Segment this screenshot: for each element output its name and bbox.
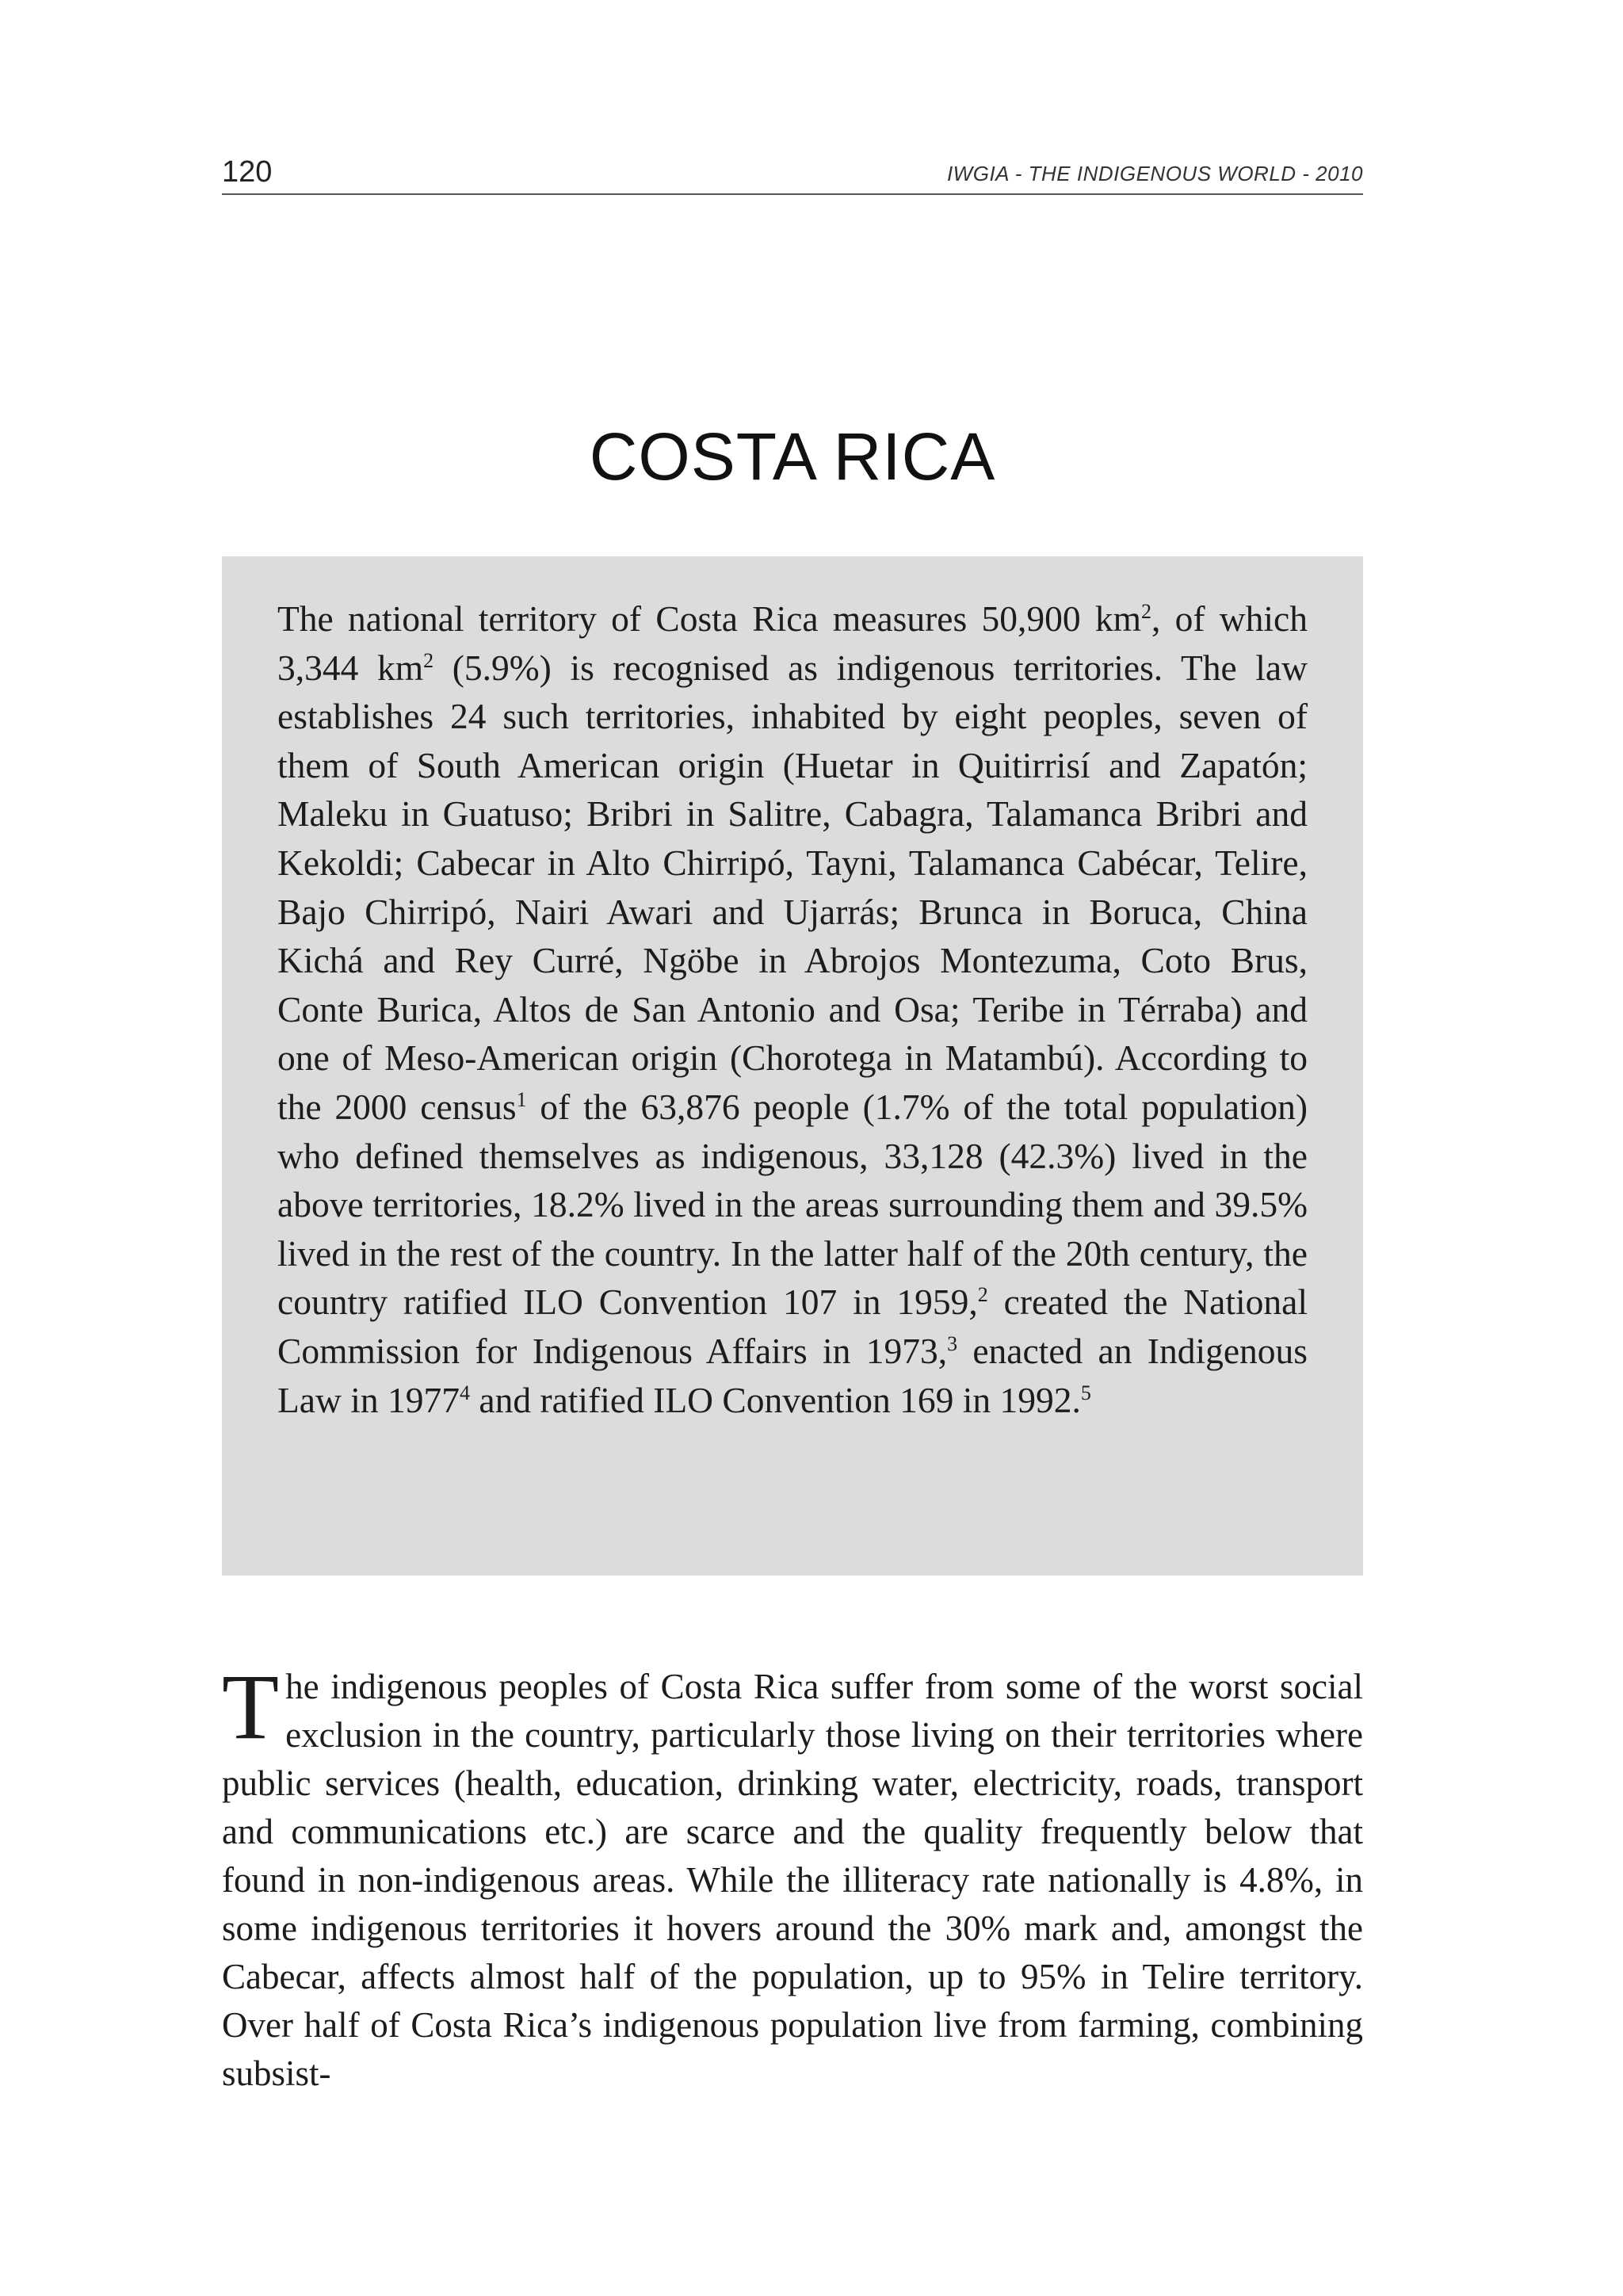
summary-text-4: of the 63,876 people (1.7% of the total population) who defined themselves as indigenous, 33,128 (42.3%) lived in the above territories, 18.2% lived in the areas surrounding them and 39.5% lived in the rest of the country. In the latter half of the 20th century, the country ratified ILO Convention 107 in 1959, [277,1086,1308,1323]
footnote-ref-3: 3 [947,1331,958,1355]
body-text: he indigenous peoples of Costa Rica suffer from some of the worst social exclusion in the country, particularly those living on their territories where public services (health, education, drinking water, electricity, roads, transport and communications etc.) are scarce and the quality frequently below that found in non-indigenous areas. While the illiteracy rate nationally is 4.8%, in some indigenous territories it hovers around the 30% mark and, amongst the Cabecar, affects almost half of the population, up to 95% in Telire territory. Over half of Costa Rica’s indigenous population live from farming, combining subsist- [222,1667,1363,2093]
drop-cap: T [222,1655,280,1759]
summary-paragraph [277,594,1308,1424]
body-paragraph [222,1655,1363,2098]
summary-text-1: The national territory of Costa Rica measures 50,900 km [277,598,1141,639]
superscript-km2-b: 2 [423,648,434,672]
summary-text-2: , of which 3,344 km [277,598,1308,688]
summary-text-3: (5.9%) is recognised as indigenous territories. The law establishes 24 such territories, inhabited by eight peoples, seven of them of South American origin (Huetar in Quitirrisí and Zapatón; Maleku in Guatuso; Bribri in Salitre, Cabagra, Talamanca Bribri and Kekoldi; Cabecar in Alto Chirripó, Tayni, Talamanca Cabécar, Telire, Bajo Chirripó, Nairi Awari and Ujarrás; Brunca in Boruca, China Kichá and Rey Curré, Ngöbe in Abrojos Montezuma, Coto Brus, Conte Burica, Altos de San Antonio and Osa; Teribe in Térraba) and one of Meso-American origin (Chorotega in Matambú). According to the 2000 census [277,647,1308,1127]
page-header [222,155,1363,195]
chapter-title: COSTA RICA [589,419,996,494]
running-head: IWGIA - THE INDIGENOUS WORLD - 2010 [946,162,1363,185]
summary-text-7: and ratified ILO Convention 169 in 1992. [470,1379,1081,1420]
summary-text-6: enacted an Indigenous Law in 1977 [277,1330,1308,1420]
footnote-ref-1: 1 [516,1087,527,1111]
page-number: 120 [222,155,273,189]
summary-box [222,556,1363,1576]
footnote-ref-2: 2 [977,1283,988,1307]
superscript-km2-a: 2 [1140,599,1151,623]
footnote-ref-5: 5 [1080,1381,1091,1404]
footnote-ref-4: 4 [460,1381,470,1404]
summary-text-5: created the National Commission for Indigenous Affairs in 1973, [277,1282,1308,1371]
